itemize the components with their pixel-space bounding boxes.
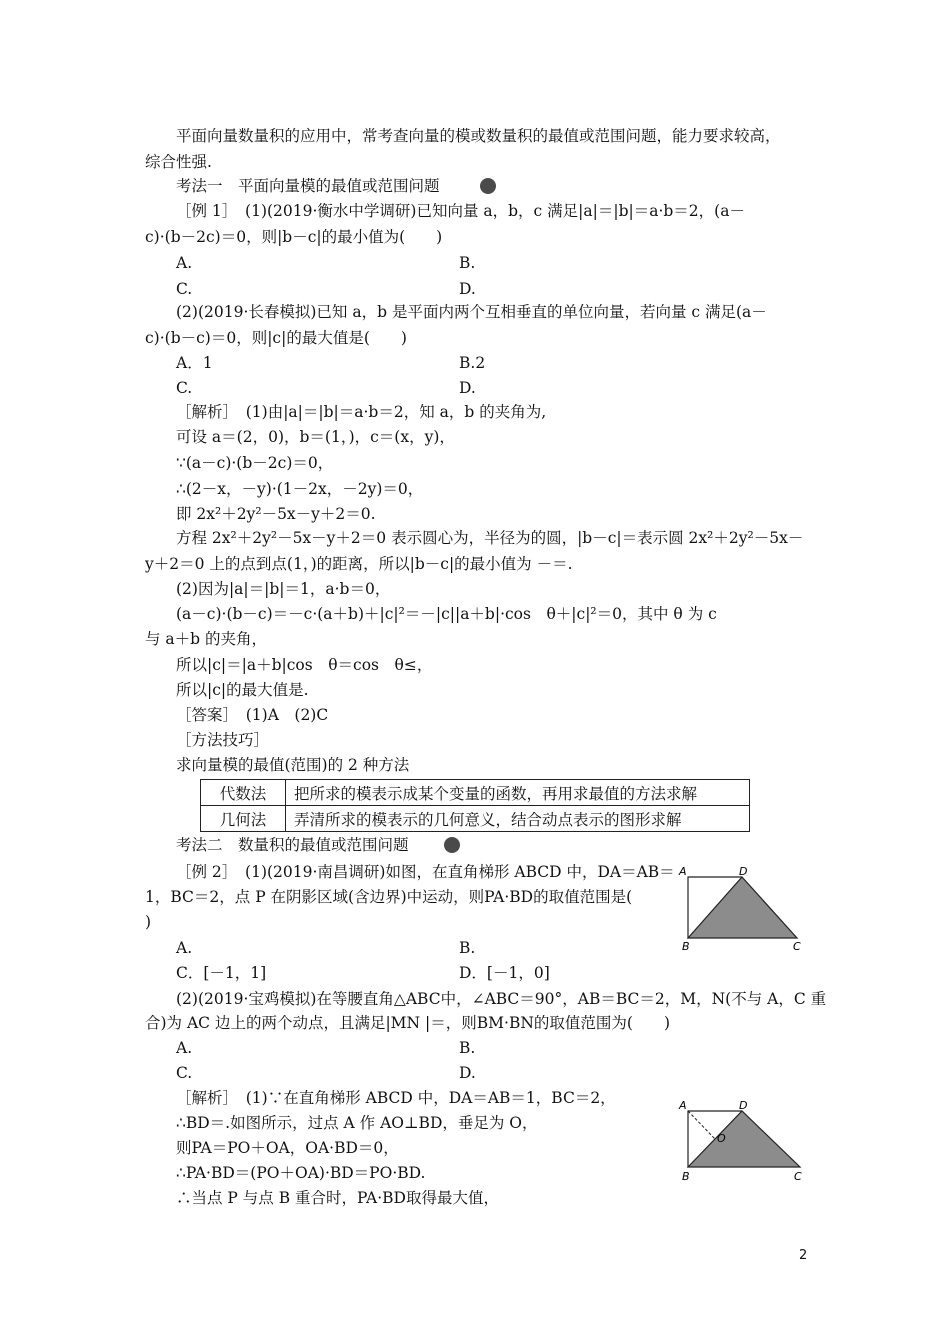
label-o: O <box>717 1132 726 1145</box>
option-a: A. <box>176 1039 193 1057</box>
solution-line: (2)因为|a|＝|b|＝1，a·b＝0， <box>176 580 391 598</box>
solution-line: 可设 a＝(2，0)，b＝(1，)，c＝(x，y)， <box>176 428 455 446</box>
method-desc: 弄清所求的模表示的几何意义，结合动点表示的图形求解 <box>286 806 750 832</box>
solution-line: y＋2＝0 上的点到点(1，)的距离，所以|b－c|的最小值为 －＝. <box>145 555 573 573</box>
intro-line-1: 平面向量数量积的应用中，常考查向量的模或数量积的最值或范围问题，能力要求较高， <box>176 127 781 145</box>
label-a: A <box>679 865 687 878</box>
label-b: B <box>682 1170 690 1183</box>
example1-line-2: c)·(b－2c)＝0，则|b－c|的最小值为( ) <box>145 228 443 246</box>
example2-part2-line-2: 合)为 AC 边上的两个动点，且满足|MN |＝，则BM·BN的取值范围为( ) <box>145 1014 670 1032</box>
option-d: D．[－1，0] <box>459 964 550 982</box>
heading-dot-icon <box>480 178 496 194</box>
option-c: C. <box>176 280 193 298</box>
solution2-line: 则PA＝PO＋OA，OA·BD＝0， <box>176 1139 399 1157</box>
table-row <box>201 780 750 806</box>
label-a: A <box>679 1099 687 1112</box>
label-b: B <box>682 940 690 952</box>
trapezoid-figure-2 <box>676 1094 816 1186</box>
method-name: 几何法 <box>201 806 286 832</box>
option-a: A．1 <box>176 354 213 372</box>
intro-line-2: 综合性强. <box>145 153 212 171</box>
solution-line: ∵(a－c)·(b－2c)＝0， <box>176 454 334 472</box>
section-heading-1: 考法一 平面向量模的最值或范围问题 <box>176 177 440 195</box>
solution2-line: ∴当点 P 与点 B 重合时，PA·BD取得最大值， <box>176 1189 499 1207</box>
option-b: B. <box>459 254 476 272</box>
option-d: D. <box>459 379 476 397</box>
trapezoid-figure-1 <box>676 860 816 952</box>
example1-part2-line-1: (2)(2019·长春模拟)已知 a，b 是平面内两个互相垂直的单位向量，若向量 c 满足(a－ <box>176 303 767 321</box>
option-b: B. <box>459 1039 476 1057</box>
solution-line: ［解析］ (1)由|a|＝|b|＝a·b＝2，知 a，b 的夹角为, <box>176 403 547 421</box>
heading-dot-icon <box>444 837 460 853</box>
label-d: D <box>739 865 748 878</box>
solution-line: 即 2x²＋2y²－5x－y＋2＝0. <box>176 505 376 523</box>
solution-line: 所以|c|＝|a＋b|cos θ＝cos θ≤， <box>176 656 433 674</box>
example2-line-2: 1，BC＝2，点 P 在阴影区域(含边界)中运动，则PA·BD的取值范围是( <box>145 888 633 906</box>
method-tips-title: 求向量模的最值(范围)的 2 种方法 <box>176 756 410 774</box>
solution-line: (a－c)·(b－c)＝－c·(a＋b)＋|c|²＝－|c||a＋b|·cos θ＋|c|²＝0，其中 θ 为 c <box>176 605 717 623</box>
option-b: B.2 <box>459 354 486 372</box>
option-b: B. <box>459 939 476 957</box>
method-desc: 把所求的模表示成某个变量的函数，再用求最值的方法求解 <box>286 780 750 806</box>
solution2-line: ∴BD＝.如图所示，过点 A 作 AO⊥BD，垂足为 O， <box>176 1114 538 1132</box>
method-tips-heading: ［方法技巧］ <box>176 731 270 749</box>
answer-line: ［答案］ (1)A (2)C <box>176 706 329 724</box>
method-name: 代数法 <box>201 780 286 806</box>
label-d: D <box>739 1099 748 1112</box>
example1-line-1: ［例 1］ (1)(2019·衡水中学调研)已知向量 a，b，c 满足|a|＝|b|＝a·b＝2，(a－ <box>176 202 745 220</box>
option-c: C. <box>176 1064 193 1082</box>
page-number: 2 <box>799 1248 808 1263</box>
example2-line-1: ［例 2］ (1)(2019·南昌调研)如图，在直角梯形 ABCD 中，DA＝AB＝ <box>176 863 675 881</box>
option-a: A. <box>176 939 193 957</box>
option-c: C．[－1，1] <box>176 964 267 982</box>
solution2-line: ∴PA·BD＝(PO＋OA)·BD＝PO·BD. <box>176 1164 426 1182</box>
solution-line: 所以|c|的最大值是. <box>176 681 309 699</box>
option-c: C. <box>176 379 193 397</box>
option-d: D. <box>459 1064 476 1082</box>
label-c: C <box>793 940 801 952</box>
example2-line-3: ) <box>145 913 152 931</box>
solution-line: ∴(2－x，－y)·(1－2x，－2y)＝0， <box>176 480 424 498</box>
table-row <box>201 806 750 832</box>
solution-line: 与 a＋b 的夹角， <box>145 630 268 648</box>
example2-part2-line-1: (2)(2019·宝鸡模拟)在等腰直角△ABC中，∠ABC＝90°，AB＝BC＝2，M，N(不与 A，C 重 <box>176 990 827 1008</box>
method-table <box>200 779 750 832</box>
example1-part2-line-2: c)·(b－c)＝0，则|c|的最大值是( ) <box>145 329 407 347</box>
solution-line: 方程 2x²＋2y²－5x－y＋2＝0 表示圆心为，半径为的圆，|b－c|＝表示圆 2x²＋2y²－5x－ <box>176 529 804 547</box>
label-c: C <box>794 1170 802 1183</box>
option-d: D. <box>459 280 476 298</box>
option-a: A. <box>176 254 193 272</box>
section-heading-2: 考法二 数量积的最值或范围问题 <box>176 836 409 854</box>
solution2-line: ［解析］ (1)∵在直角梯形 ABCD 中，DA＝AB＝1，BC＝2， <box>176 1089 616 1107</box>
